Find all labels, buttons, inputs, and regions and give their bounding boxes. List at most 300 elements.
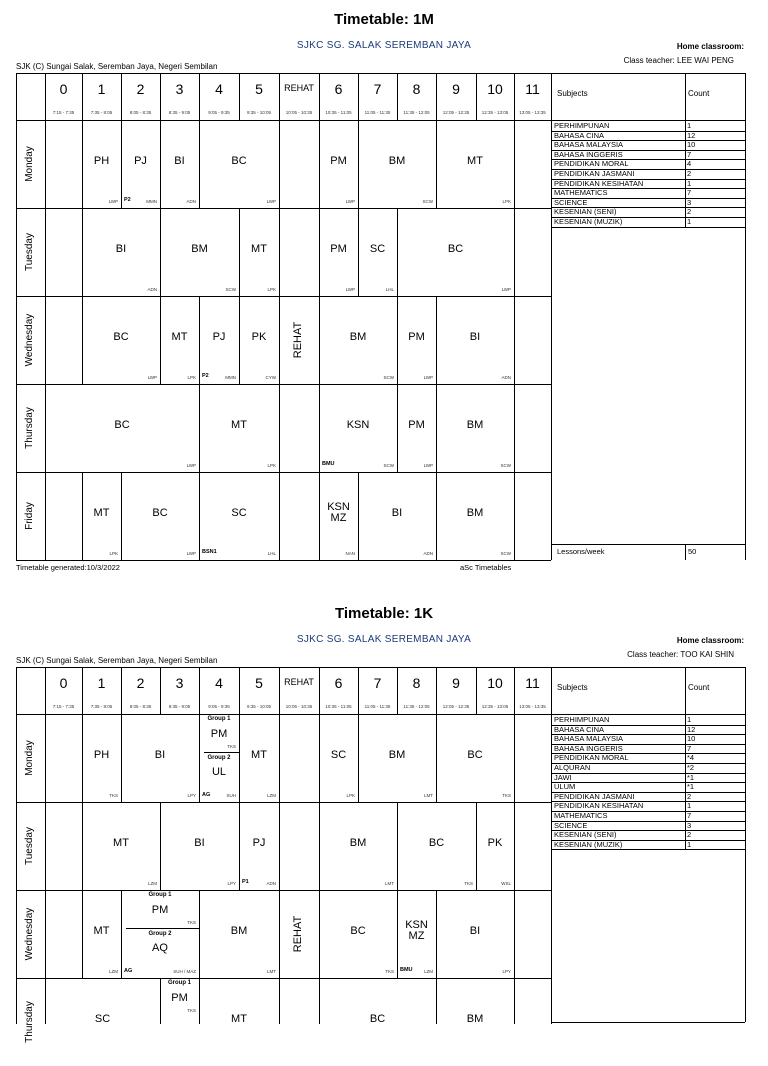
period-time: 7:35 - 8:05 — [90, 704, 113, 709]
lesson-teacher: TKS — [109, 793, 118, 798]
grid-line — [82, 73, 83, 120]
lesson-subject: PH — [93, 749, 110, 761]
subject-count: *2 — [687, 763, 695, 772]
subject-count: 7 — [687, 149, 692, 159]
lesson-cell — [199, 714, 239, 802]
grid-line — [551, 753, 745, 754]
period-time: 9:35 - 10:05 — [246, 110, 272, 115]
lesson-teacher: LZM — [109, 969, 118, 974]
subject-row — [551, 169, 745, 178]
day-label: Tuesday — [24, 233, 35, 271]
subject-count: 7 — [687, 188, 692, 198]
grid-line — [551, 792, 745, 793]
lesson-subject: MT — [251, 243, 267, 255]
lesson-subject: KSN — [346, 419, 370, 431]
grid-line — [551, 120, 745, 121]
lesson-teacher: LPY — [227, 881, 236, 886]
grid-line — [239, 73, 240, 120]
subject-name: KESENIAN (MUZIK) — [554, 217, 623, 226]
subject-name: MATHEMATICS — [554, 188, 608, 198]
lesson-cell — [121, 472, 199, 560]
grid-line — [685, 667, 686, 714]
grid-line — [745, 714, 746, 849]
subject-row — [551, 821, 745, 830]
lesson-subject: BC — [113, 331, 129, 343]
subject-row — [551, 830, 745, 839]
lesson-subject: PM — [408, 331, 425, 343]
lesson-teacher: CYW — [265, 375, 276, 380]
subject-count: 10 — [687, 140, 696, 150]
period-number: 1 — [97, 81, 106, 97]
lesson-subject: MT — [251, 749, 267, 761]
lesson-subject: MT — [113, 837, 129, 849]
grid-line — [551, 744, 745, 745]
lesson-class-group: BSN1 — [202, 549, 217, 555]
lesson-teacher: LZM — [148, 881, 157, 886]
lesson-subject: PM — [210, 728, 228, 740]
lesson-cell — [358, 208, 397, 296]
lesson-subject: PK — [487, 837, 503, 849]
day-label: Monday — [24, 740, 35, 776]
lesson-teacher: SUH — [226, 793, 236, 798]
lesson-cell — [82, 120, 121, 208]
lesson-teacher: LPK — [109, 551, 118, 556]
period-time: 8:05 - 8:35 — [129, 110, 152, 115]
lesson-cell — [397, 384, 436, 472]
lesson-cell — [319, 384, 397, 472]
grid-line — [551, 140, 745, 141]
lesson-teacher: LPK — [187, 375, 196, 380]
subject-count: 1 — [687, 715, 692, 724]
lesson-cell — [239, 802, 279, 890]
lesson-subject: PM — [151, 904, 169, 916]
lesson-cell — [82, 296, 160, 384]
subject-name: PENDIDIKAN MORAL — [554, 753, 629, 763]
lesson-cell — [436, 714, 514, 802]
lesson-subject: BC — [152, 507, 168, 519]
lesson-cell — [82, 802, 160, 890]
lesson-subject: MT — [231, 1013, 247, 1025]
lesson-teacher: SUH / MAZ — [173, 969, 196, 974]
subject-name: JAWI — [554, 772, 572, 782]
lesson-teacher: TKS — [502, 793, 511, 798]
lesson-cell — [45, 384, 199, 472]
day-label: Monday — [24, 146, 35, 182]
lesson-subject: BM — [230, 925, 248, 937]
grid-line — [45, 73, 46, 120]
lesson-teacher: SCW — [500, 551, 511, 556]
grid-line — [160, 73, 161, 120]
lesson-subject: BI — [391, 507, 403, 519]
lesson-cell — [160, 296, 199, 384]
lesson-teacher: TKS — [464, 881, 473, 886]
lesson-cell — [199, 472, 279, 560]
footer-brand: aSc Timetables — [460, 563, 512, 572]
subjects-table — [551, 73, 745, 560]
subject-row — [551, 198, 745, 207]
lesson-cell — [82, 208, 160, 296]
lesson-teacher: ADN — [501, 375, 511, 380]
lesson-subject: MT — [93, 507, 110, 519]
subject-count: *1 — [687, 772, 695, 782]
lesson-subject: PJ — [134, 155, 147, 167]
period-time: 8:05 - 8:35 — [129, 704, 152, 709]
grid-line — [551, 849, 745, 850]
lesson-cell — [397, 208, 514, 296]
subject-row — [551, 811, 745, 820]
grid-line — [45, 667, 46, 714]
grid-line — [551, 1022, 745, 1023]
period-time: 11:35 - 12:05 — [403, 110, 430, 115]
subject-count: 1 — [687, 839, 692, 849]
lesson-subject: KSN MZ — [405, 919, 428, 942]
period-time: 10:35 - 11:05 — [325, 110, 352, 115]
lesson-teacher: SCW — [422, 199, 433, 204]
school-name: SJKC SG. SALAK SEREMBAN JAYA — [296, 634, 472, 645]
grid-line — [16, 667, 17, 714]
lesson-teacher: WSL — [501, 881, 511, 886]
subject-count: 1 — [687, 217, 692, 226]
grid-line — [279, 802, 280, 890]
period-time: 7:35 - 8:05 — [90, 110, 113, 115]
subject-name: SCIENCE — [554, 197, 588, 207]
lesson-subject: BM — [388, 155, 406, 167]
lesson-cell — [319, 978, 436, 1066]
lesson-teacher: LHL — [267, 551, 276, 556]
grid-line — [514, 120, 515, 208]
count-header: Count — [688, 683, 710, 692]
period-time: 10:05 - 10:35 — [285, 704, 313, 709]
lesson-subject: PJ — [212, 331, 226, 343]
period-number: 11 — [525, 675, 540, 691]
lesson-subject: BC — [447, 243, 464, 255]
period-number: 2 — [136, 675, 145, 691]
lesson-teacher: LMT — [424, 793, 433, 798]
lesson-cell — [82, 472, 121, 560]
grid-line — [514, 73, 515, 120]
subject-name: MATHEMATICS — [554, 811, 608, 820]
day-label: Thursday — [24, 1001, 35, 1043]
subject-row — [551, 840, 745, 849]
class-teacher: Class teacher: LEE WAI PENG — [623, 56, 734, 65]
period-number: 7 — [373, 81, 382, 97]
subject-name: PERHIMPUNAN — [554, 715, 610, 724]
lesson-teacher: LMT — [267, 969, 276, 974]
school-name: SJKC SG. SALAK SEREMBAN JAYA — [296, 40, 472, 51]
grid-line — [199, 73, 200, 120]
period-number: 4 — [215, 81, 223, 97]
grid-line — [685, 544, 686, 560]
lesson-subject: MT — [93, 925, 110, 937]
grid-line — [16, 73, 551, 74]
grid-line — [514, 714, 515, 802]
lesson-subject: SC — [231, 507, 247, 519]
subject-count: 2 — [687, 791, 692, 801]
grid-line — [745, 544, 746, 560]
lesson-teacher: LWP — [345, 287, 355, 292]
period-time: 12:05 - 12:35 — [442, 704, 470, 709]
grid-line — [514, 802, 515, 890]
lesson-cell — [358, 120, 436, 208]
lesson-cell — [160, 120, 199, 208]
subject-row — [551, 734, 745, 743]
grid-line — [551, 714, 745, 715]
footer-generated: Timetable generated:10/3/2022 — [16, 563, 120, 572]
subject-name: PENDIDIKAN KESIHATAN — [554, 801, 644, 811]
grid-line — [551, 188, 745, 189]
lesson-subject: SC — [369, 243, 386, 255]
school-address: SJK (C) Sungai Salak, Seremban Jaya, Negeri Sembilan — [16, 656, 218, 665]
lessons-per-week-label: Lessons/week — [557, 547, 605, 556]
grid-line — [551, 159, 745, 160]
group-label: Group 2 — [148, 931, 172, 937]
lesson-subject: BC — [231, 155, 247, 167]
lesson-subject: PM — [171, 992, 188, 1004]
period-time: 8:35 - 9:05 — [168, 110, 191, 115]
grid-line — [551, 801, 745, 802]
lesson-class-group: AG — [124, 968, 133, 974]
subject-name: ULUM — [554, 782, 576, 792]
grid-line — [126, 928, 199, 929]
lesson-teacher: LPY — [502, 969, 511, 974]
subject-name: KESENIAN (MUZIK) — [554, 839, 623, 849]
lesson-teacher: LWP — [108, 199, 118, 204]
lesson-teacher: LWP — [186, 463, 196, 468]
grid-line — [551, 734, 745, 735]
subject-row — [551, 782, 745, 791]
lesson-cell — [436, 890, 514, 978]
lesson-subject: BM — [466, 507, 484, 519]
lesson-subject: BC — [114, 419, 130, 431]
subject-count: 10 — [687, 734, 696, 744]
grid-line — [397, 73, 398, 120]
period-time: 7:15 - 7:35 — [52, 110, 75, 115]
subject-count: 7 — [687, 743, 692, 753]
subject-row — [551, 131, 745, 140]
period-time: 9:05 - 9:35 — [208, 704, 230, 709]
day-label: Friday — [24, 502, 35, 530]
grid-line — [514, 978, 515, 1024]
period-number: 4 — [215, 675, 223, 691]
subject-name: BAHASA MALAYSIA — [554, 734, 624, 744]
lesson-teacher: LWP — [423, 463, 433, 468]
lesson-subject: BM — [349, 331, 367, 343]
subject-row — [551, 179, 745, 188]
period-number: REHAT — [284, 83, 314, 93]
period-number: 6 — [334, 81, 343, 97]
grid-line — [551, 811, 745, 812]
grid-line — [16, 120, 17, 560]
period-time: 10:35 - 11:05 — [325, 704, 352, 709]
grid-line — [397, 667, 398, 714]
subject-count: 1 — [687, 121, 692, 130]
subjects-header: Subjects — [557, 89, 588, 98]
grid-line — [551, 840, 745, 841]
lesson-teacher: LWP — [186, 551, 196, 556]
lesson-class-group: P2 — [124, 197, 131, 203]
lesson-cell — [199, 296, 239, 384]
lesson-cell — [476, 802, 514, 890]
lesson-cell — [436, 978, 514, 1066]
grid-line — [551, 763, 745, 764]
grid-line — [551, 227, 745, 228]
period-time: 13:05 - 13:35 — [519, 704, 546, 709]
grid-line — [551, 169, 745, 170]
subject-name: KESENIAN (SENI) — [554, 830, 617, 840]
lesson-subject: PK — [251, 331, 267, 343]
period-number: 1 — [97, 675, 106, 691]
lesson-teacher: TKS — [385, 969, 394, 974]
lesson-cell — [319, 714, 358, 802]
grid-line — [279, 120, 280, 208]
lesson-subject: MT — [231, 419, 247, 431]
period-time: 12:05 - 12:35 — [442, 110, 470, 115]
lesson-teacher: LZM — [424, 969, 433, 974]
subject-name: BAHASA INGGERIS — [554, 743, 623, 753]
lesson-teacher: ADN — [423, 551, 433, 556]
subject-name: PENDIDIKAN JASMANI — [554, 791, 635, 801]
lesson-subject: PM — [330, 155, 347, 167]
lesson-cell — [199, 978, 279, 1066]
grid-line — [745, 667, 746, 714]
day-label: Tuesday — [24, 827, 35, 865]
lesson-subject: BM — [388, 749, 406, 761]
period-number: 9 — [452, 675, 460, 691]
grid-line — [279, 384, 280, 472]
class-teacher: Class teacher: TOO KAI SHIN — [627, 650, 734, 659]
grid-line — [476, 667, 477, 714]
lesson-teacher: ADN — [147, 287, 157, 292]
lesson-subject: BM — [466, 1013, 484, 1025]
lesson-subject: BI — [174, 155, 185, 167]
lesson-cell — [358, 472, 436, 560]
lesson-subject: BI — [115, 243, 127, 255]
lesson-subject: BI — [469, 925, 481, 937]
grid-line — [319, 73, 320, 120]
grid-line — [551, 830, 745, 831]
grid-line — [279, 296, 280, 384]
subjects-header: Subjects — [557, 683, 588, 692]
lesson-subject: SC — [330, 749, 347, 761]
lesson-subject: BM — [349, 837, 367, 849]
grid-line — [204, 752, 239, 753]
lesson-teacher: ADN — [186, 199, 196, 204]
lesson-subject: BM — [191, 243, 208, 255]
grid-line — [476, 73, 477, 120]
grid-line — [199, 667, 200, 714]
subject-row — [551, 217, 745, 226]
lesson-cell — [319, 472, 358, 560]
lesson-teacher: LWP — [147, 375, 157, 380]
subject-row — [551, 725, 745, 734]
grid-line — [514, 667, 515, 714]
period-number: 7 — [373, 675, 382, 691]
grid-line — [279, 667, 280, 714]
period-time: 10:05 - 10:35 — [285, 110, 313, 115]
lesson-cell — [45, 978, 160, 1066]
lesson-cell — [160, 208, 239, 296]
grid-line — [551, 821, 745, 822]
period-number: 8 — [412, 675, 421, 691]
lesson-teacher: LWP — [345, 199, 355, 204]
timetable-title: Timetable: 1K — [334, 605, 434, 622]
lesson-cell — [436, 296, 514, 384]
lesson-cell — [239, 296, 279, 384]
grid-line — [358, 667, 359, 714]
period-number: 5 — [255, 675, 263, 691]
subject-count: 3 — [687, 197, 692, 207]
lesson-teacher: MMN — [146, 199, 157, 204]
grid-line — [82, 667, 83, 714]
count-header: Count — [688, 89, 710, 98]
lesson-subject: BC — [467, 749, 483, 761]
subject-row — [551, 792, 745, 801]
subject-name: BAHASA CINA — [554, 724, 605, 734]
day-label: Wednesday — [24, 313, 35, 367]
lesson-teacher: LPK — [267, 463, 276, 468]
period-number: 5 — [255, 81, 263, 97]
lesson-cell — [82, 890, 121, 978]
grid-line — [514, 208, 515, 296]
lesson-subject: BI — [469, 331, 481, 343]
rehat-column-label: REHAT — [292, 915, 304, 953]
lesson-subject: UL — [211, 766, 227, 778]
lesson-teacher: LPK — [502, 199, 511, 204]
period-number: REHAT — [284, 677, 314, 687]
lesson-cell — [358, 714, 436, 802]
period-number: 6 — [334, 675, 343, 691]
day-label: Thursday — [24, 407, 35, 449]
period-number: 2 — [136, 81, 145, 97]
subject-row — [551, 801, 745, 810]
period-time: 11:05 - 11:35 — [364, 110, 391, 115]
lesson-teacher: SCW — [383, 375, 394, 380]
subject-name: BAHASA MALAYSIA — [554, 140, 624, 150]
grid-line — [551, 73, 745, 74]
lesson-subject: PJ — [252, 837, 266, 849]
grid-line — [514, 890, 515, 978]
subject-row — [551, 150, 745, 159]
grid-line — [514, 296, 515, 384]
subject-row — [551, 715, 745, 724]
subject-count: 1 — [687, 178, 692, 188]
lesson-subject: MT — [171, 331, 188, 343]
grid-line — [436, 73, 437, 120]
lesson-cell — [199, 890, 279, 978]
subject-count: 12 — [687, 130, 696, 140]
grid-line — [279, 890, 280, 978]
lesson-subject: BI — [154, 749, 166, 761]
lesson-cell — [160, 978, 199, 1066]
period-number: 3 — [175, 81, 184, 97]
grid-line — [358, 73, 359, 120]
grid-line — [551, 667, 745, 668]
lesson-teacher: ADN — [266, 881, 276, 886]
lesson-subject: PM — [408, 419, 425, 431]
timetable-title: Timetable: 1M — [334, 11, 434, 28]
subject-name: BAHASA CINA — [554, 130, 605, 140]
lesson-cell — [319, 208, 358, 296]
period-number: 3 — [175, 675, 184, 691]
lesson-teacher: SCW — [225, 287, 236, 292]
lesson-teacher: LWP — [501, 287, 511, 292]
grid-line — [279, 73, 280, 120]
grid-line — [745, 227, 746, 544]
subject-count: *4 — [687, 753, 695, 763]
lesson-teacher: MMN — [225, 375, 236, 380]
grid-line — [745, 849, 746, 1022]
rehat-column-label: REHAT — [292, 321, 304, 359]
